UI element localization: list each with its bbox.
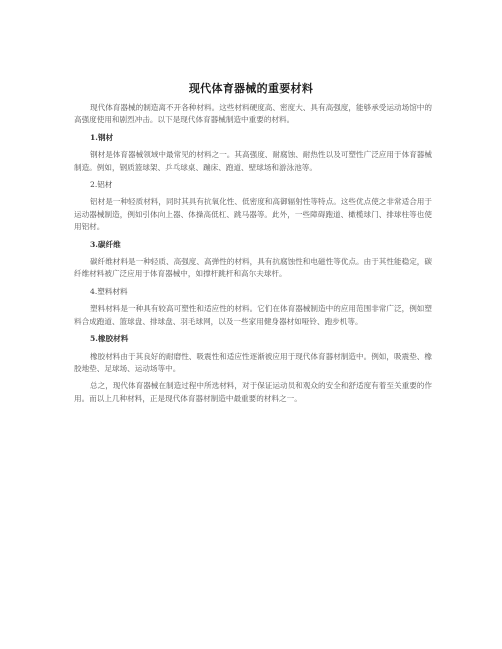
section-body-carbon-fiber: 碳纤维材料是一种轻质、高强度、高弹性的材料，具有抗腐蚀性和电磁性等优点。由于其性能稳定，碳纤维材料被广泛应用于体育器械中，如撑杆跳杆和高尔夫球杆。 — [74, 257, 432, 279]
document-title: 现代体育器械的重要材料 — [188, 82, 314, 95]
section-heading-carbon-fiber: 3.碳纤维 — [90, 239, 121, 249]
document-body — [74, 102, 432, 410]
section-heading-aluminum: 2.铝材 — [90, 180, 113, 190]
conclusion-paragraph: 总之，现代体育器械在制造过程中所选材料，对于保证运动员和观众的安全和舒适度有着至关重要的作用。而以上几种材料，正是现代体育器材制造中最重要的材料之一。 — [74, 381, 432, 403]
section-heading-plastic: 4.塑料材料 — [90, 286, 128, 296]
intro-paragraph: 现代体育器械的制造离不开各种材料。这些材料硬度高、密度大、具有高强度，能够承受运动场馆中的高强度使用和剧烈冲击。以下是现代体育器械制造中重要的材料。 — [74, 103, 432, 125]
section-body-steel: 钢材是体育器械领域中最常见的材料之一。其高强度、耐腐蚀、耐热性以及可塑性广泛应用于体育器械制造。例如，钢质篮球架、乒乓球桌、蹦床、跑道、壁球场和游泳池等。 — [74, 150, 432, 172]
section-body-rubber: 橡胶材料由于其良好的耐磨性、吸震性和适应性逐渐被应用于现代体育器材制造中。例如，吸震垫、橡胶地垫、足球场、运动场等中。 — [74, 351, 432, 373]
section-heading-steel: 1.钢材 — [90, 132, 114, 142]
section-body-plastic: 塑料材料是一种具有较高可塑性和适应性的材料。它们在体育器械制造中的应用范围非常广泛，例如塑料合成跑道、篮球盘、排球盘、羽毛球网，以及一些家用健身器材如哑铃、跑步机等。 — [74, 304, 432, 326]
section-heading-rubber: 5.橡胶材料 — [90, 334, 129, 344]
section-body-aluminum: 铝材是一种轻质材料，同时其具有抗氧化性、低密度和高御辐射性等特点。这些优点使之非常适合用于运动器械制造，例如引体向上器、体操高低杠、跳马器等。此外，一些障碍跑道、橄榄球门、排球柱等也使用铝材。 — [74, 197, 432, 232]
